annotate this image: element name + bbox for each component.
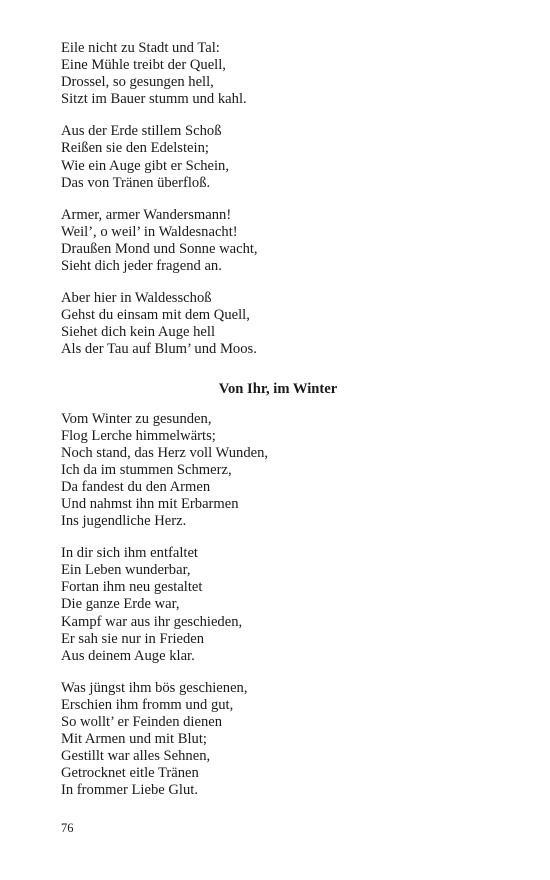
verse-line: Ins jugendliche Herz. bbox=[61, 513, 187, 530]
verse-line: Eile nicht zu Stadt und Tal: bbox=[61, 40, 220, 56]
verse-line: Aber hier in Waldesschoß bbox=[61, 290, 212, 307]
verse-line: Noch stand, das Herz voll Wunden, bbox=[61, 444, 269, 461]
stanza bbox=[61, 545, 491, 665]
stanza bbox=[61, 290, 491, 358]
page-number: 76 bbox=[61, 821, 74, 835]
verse-line: Sieht dich jeder fragend an. bbox=[61, 258, 222, 275]
stanza bbox=[61, 123, 491, 191]
verse-line: Und nahmst ihn mit Erbarmen bbox=[61, 495, 239, 512]
verse-line: Wie ein Auge gibt er Schein, bbox=[61, 157, 230, 174]
verse-line: Siehet dich kein Auge hell bbox=[61, 324, 216, 341]
verse-line: Sitzt im Bauer stumm und kahl. bbox=[61, 91, 247, 108]
verse-line: Weil’, o weil’ in Waldesnacht! bbox=[61, 223, 238, 240]
poem-title: Von Ihr, im Winter bbox=[218, 380, 338, 397]
verse-line: In dir sich ihm entfaltet bbox=[61, 545, 198, 562]
verse-line: Vom Winter zu gesunden, bbox=[61, 410, 212, 427]
verse-line: Das von Tränen überfloß. bbox=[61, 174, 211, 191]
verse-line: Getrocknet eitle Tränen bbox=[61, 765, 199, 782]
poem-page bbox=[61, 40, 491, 814]
verse-line: Flog Lerche himmelwärts; bbox=[61, 427, 216, 444]
verse-line: Als der Tau auf Blum’ und Moos. bbox=[61, 341, 257, 358]
verse-line: Was jüngst ihm bös geschienen, bbox=[61, 679, 248, 696]
verse-line: Armer, armer Wandersmann! bbox=[61, 206, 232, 223]
verse-line: Aus deinem Auge klar. bbox=[61, 647, 195, 664]
poem-continuation bbox=[61, 40, 491, 359]
verse-line: Aus der Erde stillem Schoß bbox=[61, 123, 222, 140]
verse-line: Erschien ihm fromm und gut, bbox=[61, 696, 234, 713]
stanza bbox=[61, 40, 491, 108]
verse-line: Da fandest du den Armen bbox=[61, 478, 211, 495]
verse-line: Die ganze Erde war, bbox=[61, 596, 180, 613]
stanza bbox=[61, 411, 491, 531]
verse-line: Ich da im stummen Schmerz, bbox=[61, 461, 232, 478]
stanza bbox=[61, 680, 491, 800]
verse-line: Eine Mühle treibt der Quell, bbox=[61, 57, 226, 74]
poem-von-ihr-im-winter bbox=[61, 381, 491, 800]
stanza bbox=[61, 207, 491, 275]
verse-line: Drossel, so gesungen hell, bbox=[61, 74, 214, 91]
verse-line: Kampf war aus ihr geschieden, bbox=[61, 613, 243, 630]
verse-line: Fortan ihm neu gestaltet bbox=[61, 579, 203, 596]
verse-line: Gehst du einsam mit dem Quell, bbox=[61, 307, 250, 324]
verse-line: So wollt’ er Feinden dienen bbox=[61, 714, 223, 730]
verse-line: Reißen sie den Edelstein; bbox=[61, 140, 209, 157]
verse-line: Er sah sie nur in Frieden bbox=[61, 630, 205, 647]
verse-line: Draußen Mond und Sonne wacht, bbox=[61, 240, 258, 257]
verse-line: In frommer Liebe Glut. bbox=[61, 782, 198, 799]
verse-line: Ein Leben wunderbar, bbox=[61, 562, 191, 579]
verse-line: Gestillt war alles Sehnen, bbox=[61, 748, 211, 765]
verse-line: Mit Armen und mit Blut; bbox=[61, 731, 207, 748]
